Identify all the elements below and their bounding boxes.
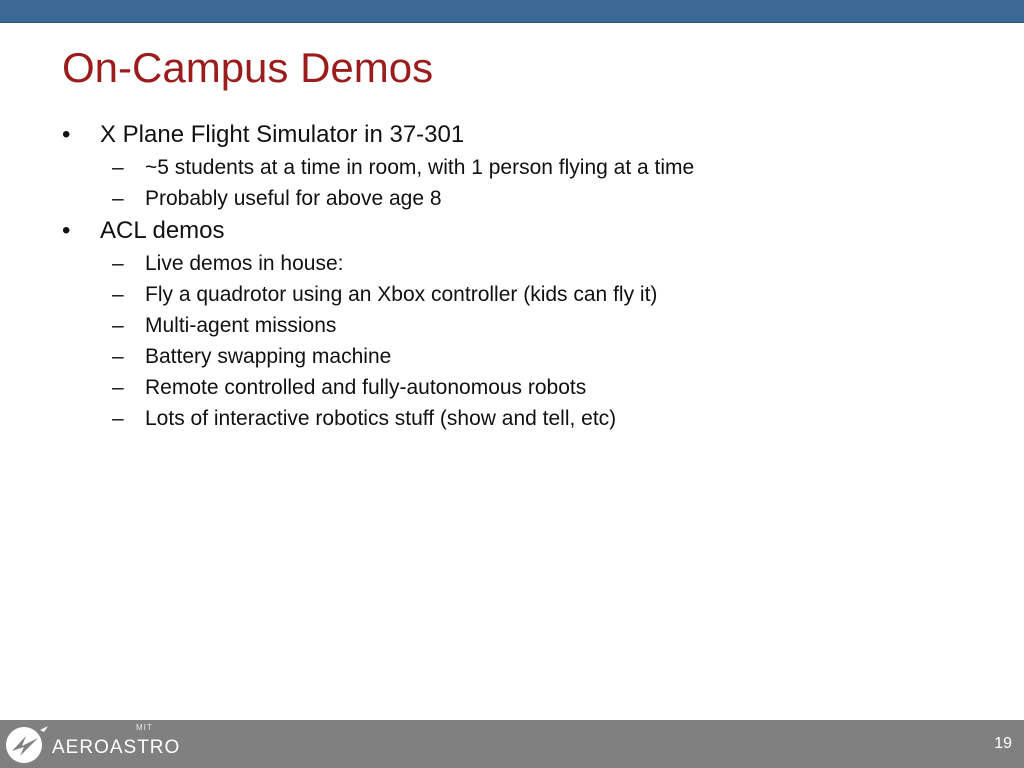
sub-bullet-item	[62, 403, 1002, 434]
sub-list-wrapper	[62, 152, 1002, 214]
logo-name-text: AEROASTRO	[52, 737, 181, 758]
sub-list-wrapper	[62, 248, 1002, 434]
sub-bullet-text: Battery swapping machine	[145, 345, 392, 368]
sub-bullet-text: Live demos in house:	[145, 252, 344, 275]
sub-bullet-item	[62, 152, 1002, 183]
bullet-text: X Plane Flight Simulator in 37-301	[100, 121, 465, 148]
top-accent-bar	[0, 0, 1024, 23]
aeroastro-bird-icon	[4, 724, 50, 764]
bullet-item	[62, 118, 1002, 152]
sub-bullet-item	[62, 372, 1002, 403]
sub-bullet-list	[62, 248, 1002, 434]
dash-marker: –	[112, 407, 124, 430]
bullet-marker: •	[62, 121, 71, 148]
bullet-marker: •	[62, 217, 71, 244]
dash-marker: –	[112, 345, 124, 368]
slide-title: On-Campus Demos	[62, 44, 434, 91]
sub-bullet-text: ~5 students at a time in room, with 1 person flying at a time	[145, 156, 695, 179]
sub-bullet-list	[62, 152, 1002, 214]
sub-bullet-item	[62, 341, 1002, 372]
dash-marker: –	[112, 314, 124, 337]
dash-marker: –	[112, 156, 124, 179]
dash-marker: –	[112, 252, 124, 275]
sub-bullet-text: Remote controlled and fully-autonomous robots	[145, 376, 587, 399]
sub-bullet-item	[62, 279, 1002, 310]
dash-marker: –	[112, 283, 124, 306]
logo-prefix-text: MIT	[136, 723, 153, 732]
sub-bullet-text: Lots of interactive robotics stuff (show and tell, etc)	[145, 407, 617, 430]
dash-marker: –	[112, 376, 124, 399]
sub-bullet-text: Fly a quadrotor using an Xbox controller (kids can fly it)	[145, 283, 658, 306]
sub-bullet-item	[62, 183, 1002, 214]
sub-bullet-item	[62, 248, 1002, 279]
dash-marker: –	[112, 187, 124, 210]
sub-bullet-text: Multi-agent missions	[145, 314, 337, 337]
bullet-list	[62, 118, 1002, 434]
sub-bullet-item	[62, 310, 1002, 341]
sub-bullet-text: Probably useful for above age 8	[145, 187, 442, 210]
aeroastro-logo	[4, 722, 204, 766]
bullet-item	[62, 214, 1002, 248]
footer-bar	[0, 720, 1024, 768]
page-number: 19	[994, 735, 1012, 752]
bullet-text: ACL demos	[100, 217, 225, 244]
